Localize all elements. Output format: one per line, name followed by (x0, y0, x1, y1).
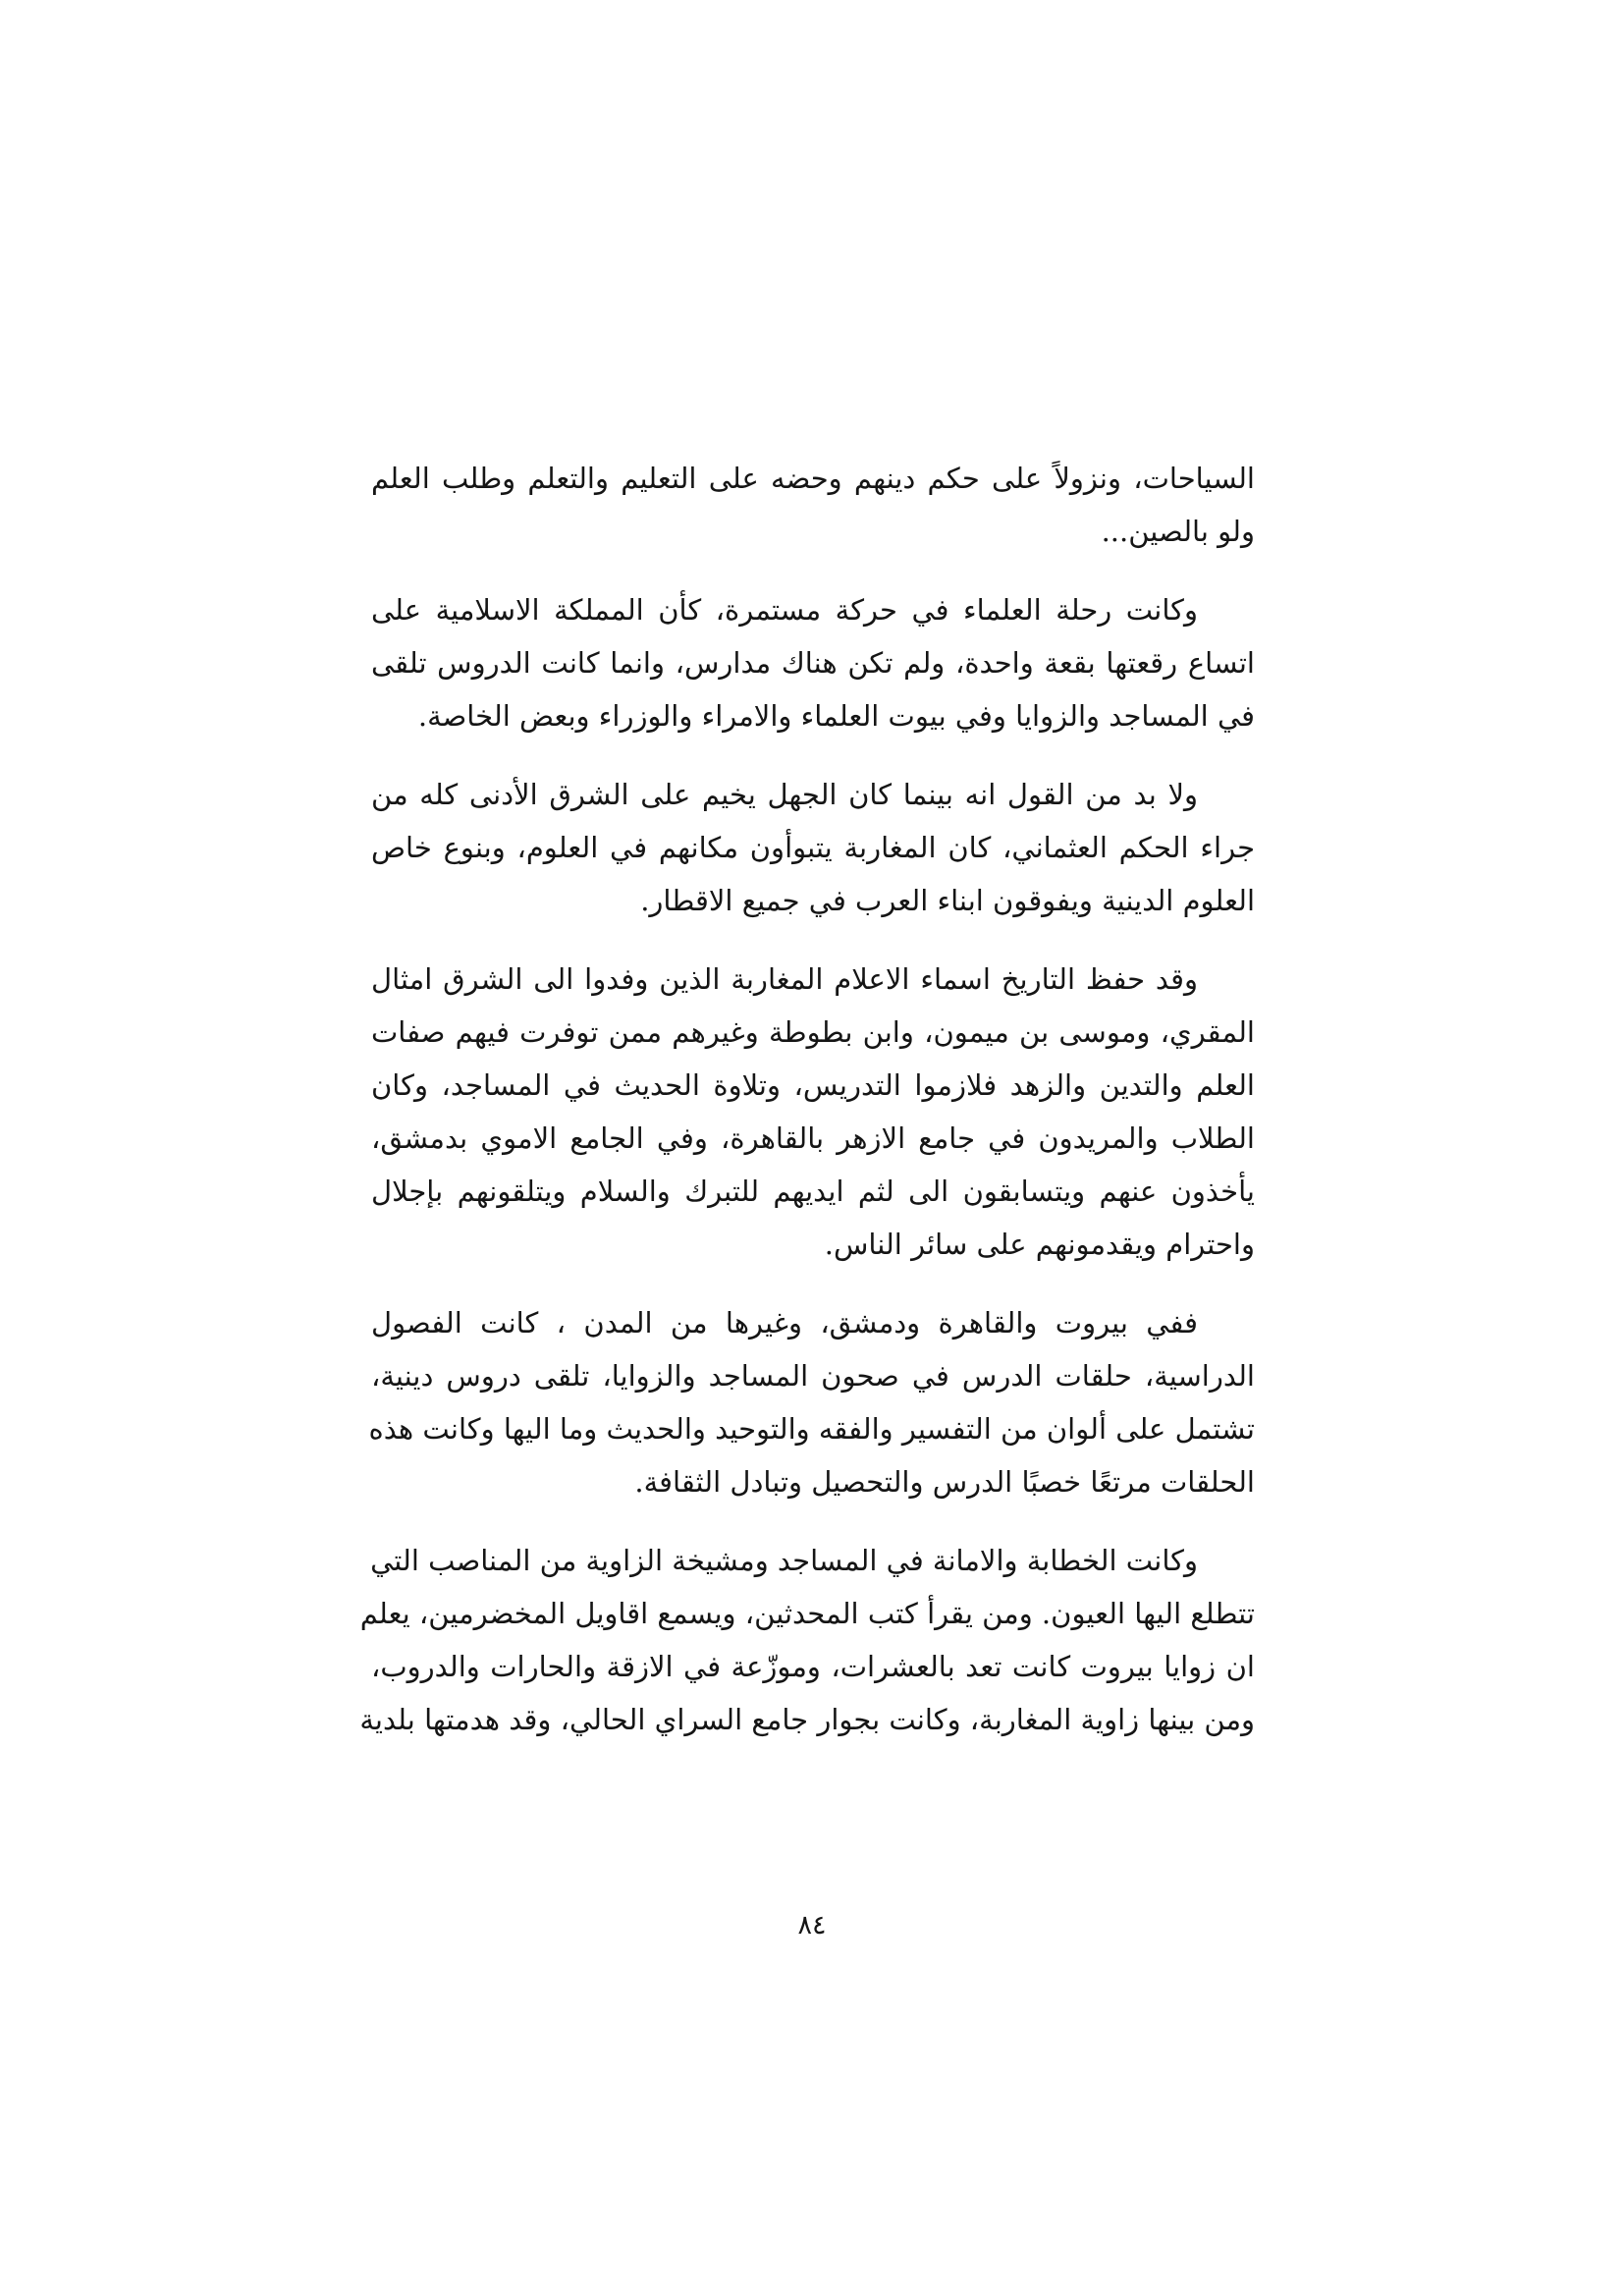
text-line: اتساع رقعتها بقعة واحدة، ولم تكن هناك مدارس، وانما كانت الدروس تلقى (371, 646, 1255, 680)
text-line: السياحات، ونزولاً على حكم دينهم وحضه على التعليم والتعلم وطلب العلم (371, 462, 1255, 495)
paragraph (368, 1296, 1255, 1508)
text-line: وكانت رحلة العلماء في حركة مستمرة، كأن المملكة الاسلامية على (371, 593, 1198, 627)
paragraph (359, 1534, 1255, 1746)
text-line: وكانت الخطابة والامانة في المساجد ومشيخة الزاوية من المناصب التي (370, 1544, 1198, 1577)
text-line: المقري، وموسى بن ميمون، وابن بطوطة وغيرهم ممن توفرت فيهم صفات (371, 1015, 1255, 1049)
paragraph (371, 768, 1255, 927)
text-line: في المساجد والزوايا وفي بيوت العلماء والامراء والوزراء وبعض الخاصة. (417, 699, 1255, 733)
text-line: جراء الحكم العثماني، كان المغاربة يتبوأون مكانهم في العلوم، وبنوع خاص (371, 831, 1255, 864)
text-line: الحلقات مرتعًا خصبًا الدرس والتحصيل وتبادل الثقافة. (634, 1465, 1255, 1499)
text-line: تشتمل على ألوان من التفسير والفقه والتوحيد والحديث وما اليها وكانت هذه (368, 1412, 1255, 1446)
text-line: الدراسية، حلقات الدرس في صحون المساجد والزوايا، تلقى دروس دينية، (371, 1359, 1255, 1393)
text-line: ومن بينها زاوية المغاربة، وكانت بجوار جامع السراي الحالي، وقد هدمتها بلدية (359, 1703, 1255, 1736)
paragraph (371, 452, 1255, 558)
paragraph (371, 953, 1255, 1271)
text-line: وقد حفظ التاريخ اسماء الاعلام المغاربة الذين وفدوا الى الشرق امثال (371, 962, 1198, 996)
text-line: العلوم الدينية ويفوقون ابناء العرب في جميع الاقطار. (640, 884, 1255, 917)
body-text (359, 452, 1255, 1772)
page-number: ٨٤ (797, 1910, 827, 1941)
text-line: ولو بالصين... (1101, 515, 1255, 548)
text-line: ان زوايا بيروت كانت تعد بالعشرات، وموزّعة في الازقة والحارات والدروب، (371, 1650, 1255, 1683)
text-line: ففي بيروت والقاهرة ودمشق، وغيرها من المدن ، كانت الفصول (371, 1306, 1198, 1339)
text-line: تتطلع اليها العيون. ومن يقرأ كتب المحدثين، ويسمع اقاويل المخضرمين، يعلم (359, 1597, 1255, 1630)
paragraph (371, 583, 1255, 742)
text-line: واحترام ويقدمونهم على سائر الناس. (824, 1228, 1255, 1261)
text-line: يأخذون عنهم ويتسابقون الى لثم ايديهم للتبرك والسلام ويتلقونهم بإجلال (371, 1175, 1255, 1208)
text-line: الطلاب والمريدون في جامع الازهر بالقاهرة، وفي الجامع الاموي بدمشق، (371, 1121, 1255, 1155)
text-line: ولا بد من القول انه بينما كان الجهل يخيم على الشرق الأدنى كله من (371, 778, 1198, 811)
text-line: العلم والتدين والزهد فلازموا التدريس، وتلاوة الحديث في المساجد، وكان (371, 1068, 1255, 1102)
